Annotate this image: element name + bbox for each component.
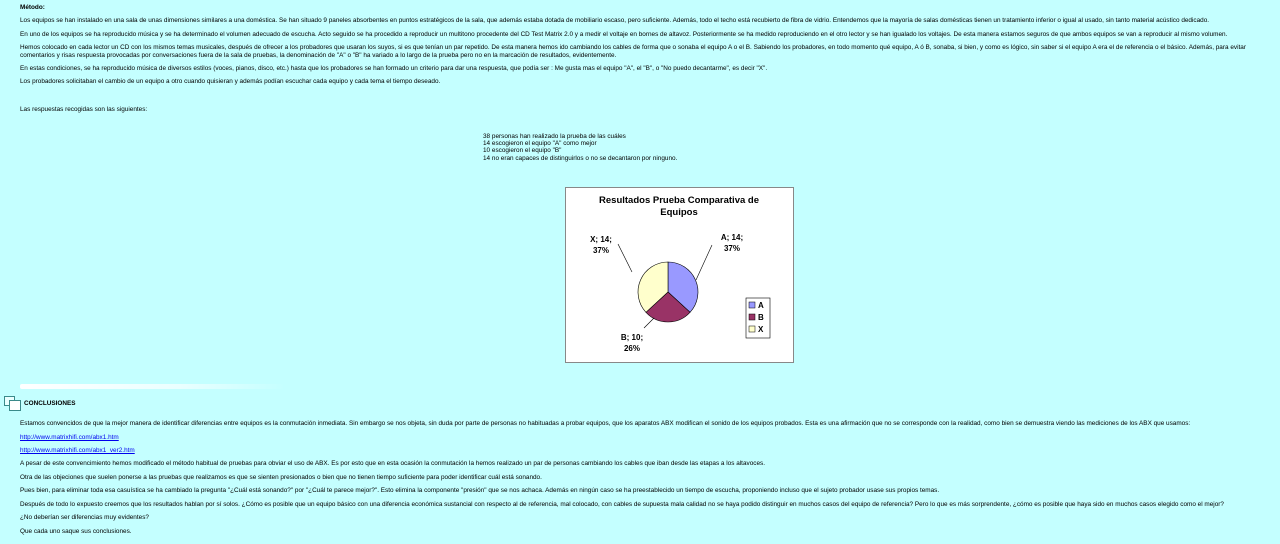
pie-chart xyxy=(566,188,793,362)
chart-title-line-2: Equipos xyxy=(660,207,698,218)
metodo-paragraph-6: Las respuestas recogidas son las siguientes: xyxy=(20,106,148,113)
conclusiones-paragraph-7: Que cada uno saque sus conclusiones. xyxy=(20,528,132,535)
conclusiones-paragraph-3: Otra de las objeciones que suelen ponerse a las pruebas que realizamos es que se sienten presionados o bien que no tienen tiempo suficiente para poder identificar cuál está sonando. xyxy=(20,474,542,481)
conclusiones-paragraph-2: A pesar de este convencimiento hemos modificado el método habitual de pruebas para obviar el uso de ABX. Es por esto que en esta ocasión la conmutación la hemos realizado un par de personas cambiando los cables que iban desde las etapas a los altavoces. xyxy=(20,460,765,467)
abx1-ver2-link[interactable]: http://www.matrixhifi.com/abx1_ver2.htm xyxy=(20,447,135,454)
leader-line-b xyxy=(644,318,654,328)
metodo-title: Método: xyxy=(20,4,45,11)
legend-label-x: X xyxy=(758,325,764,334)
legend-label-b: B xyxy=(758,313,764,322)
label-b-value: B; 10; xyxy=(620,333,644,342)
metodo-paragraph-3: Hemos colocado en cada lector un CD con los mismos temas musicales, después de ofrecer a los probadores que usaran los suyos, si es que tenían un par repetido. De esta manera hemos ido cambiando los cables de forma que o sonaba el equipo A o el B. Sabiendo los probadores, en todo momento qué equipo, A ó B, sonaba, si bien, y como es lógico, sin saber si el equipo A era el de referencia o el básico. Además, para evitar comentarios y risas respuesta provocadas por conversaciones fuera de la sala de pruebas, la denominación de "A" o "B" ha variado a lo largo de la prueba pero no en la marcación de resultados, evidentemente. xyxy=(20,44,1246,59)
chart-title-line-1: Resultados Prueba Comparativa de xyxy=(599,195,759,206)
legend-swatch-b xyxy=(749,314,755,320)
stats-line: 14 escogieron el equipo "A" como mejor xyxy=(483,140,597,148)
conclusiones-paragraph-1: Estamos convencidos de que la mejor manera de identificar diferencias entre equipos es la conmutación inmediata. Sin embargo se nos objeta, sin duda por parte de personas no habituadas a probar equipos, que los aparatos ABX modifican el sonido de los equipos probados. Esta es una afirmación que no se corresponde con la realidad, como bien se demuestra viendo las mediciones de los ABX que usamos: xyxy=(20,420,1191,427)
metodo-paragraph-2: En uno de los equipos se ha reproducido música y se ha determinado el volumen adecuado de escucha. Acto seguido se ha procedido a reproducir un multitono procedente del CD Test Matrix 2.0 y a medir el voltaje en bornes de altavoz. Posteriormente se ha medido reproduciendo en el otro lector y se han igualado los voltajes. De esta manera estamos seguros de que ambos equipos se van a reproducir al mismo volumen. xyxy=(20,31,1228,38)
conclusiones-paragraph-6: ¿No deberían ser diferencias muy evidentes? xyxy=(20,514,149,521)
leader-line-x xyxy=(618,244,632,272)
conclusiones-title: CONCLUSIONES xyxy=(24,400,76,407)
stats-line: 14 no eran capaces de distinguirlos o no se decantaron por ninguno. xyxy=(483,154,678,162)
legend xyxy=(746,298,770,338)
metodo-paragraph-1: Los equipos se han instalado en una sala de unas dimensiones similares a una doméstica. Se han situado 9 paneles absorbentes en puntos estratégicos de la sala, que además estaba dotada de mobiliario escaso, pero suficiente. Además, todo el techo está recubierto de fibra de vidrio. Entendemos que la mayoría de salas domésticas tienen un tratamiento inferior o igual al usado, sin tanto material acústico dedicado. xyxy=(20,17,1210,24)
section-divider xyxy=(20,384,285,389)
leader-line-a xyxy=(696,245,712,280)
section-icon xyxy=(4,396,21,411)
legend-swatch-a xyxy=(749,302,755,308)
stats-line: 38 personas han realizado la prueba de las cuáles xyxy=(483,133,626,140)
label-b-percent: 26% xyxy=(623,344,641,353)
conclusiones-paragraph-4: Pues bien, para eliminar toda esa casuística se ha cambiado la pregunta "¿Cuál está sonando?" por "¿Cuál te parece mejor?". Esto elimina la componente "presión" que se nos achaca. Además en ningún caso se ha preestablecido un tiempo de escucha, proponiendo incluso que el sujeto probador usase sus propios temas. xyxy=(20,487,940,494)
legend-label-a: A xyxy=(758,301,764,310)
metodo-paragraph-4: En estas condiciones, se ha reproducido música de diversos estilos (voces, pianos, disco, etc.) hasta que los probadores se han formado un criterio para dar una respuesta, que podía ser : Me gusta mas el equipo "A", el "B", o "No puedo decantarme", es decir "X". xyxy=(20,65,768,72)
abx1-link[interactable]: http://www.matrixhifi.com/abx1.htm xyxy=(20,434,119,441)
label-x-value: X; 14; xyxy=(590,235,612,244)
conclusiones-paragraph-5: Después de todo lo expuesto creemos que los resultados hablan por sí solos. ¿Cómo es posible que un equipo básico con una diferencia económica sustancial con respecto al de referencia, mal colocado, con cables de supuesta mala calidad no se haya podido distinguir en muchos casos del equipo de referencia? Pero lo que es más sorprendente, ¿cómo es posible que haya sido en muchos casos elegido como el mejor? xyxy=(20,501,1224,508)
legend-swatch-x xyxy=(749,326,755,332)
label-a-value: A; 14; xyxy=(720,233,744,242)
stats-block xyxy=(483,133,677,162)
label-a-percent: 37% xyxy=(723,244,741,253)
stats-line: 10 escogieron el equipo "B" xyxy=(483,147,562,155)
label-x-percent: 37% xyxy=(592,246,610,255)
pie-chart-box xyxy=(565,187,794,363)
metodo-paragraph-5: Los probadores solicitaban el cambio de un equipo a otro cuando quisieran y además podían escuchar cada equipo y cada tema el tiempo deseado. xyxy=(20,78,441,85)
